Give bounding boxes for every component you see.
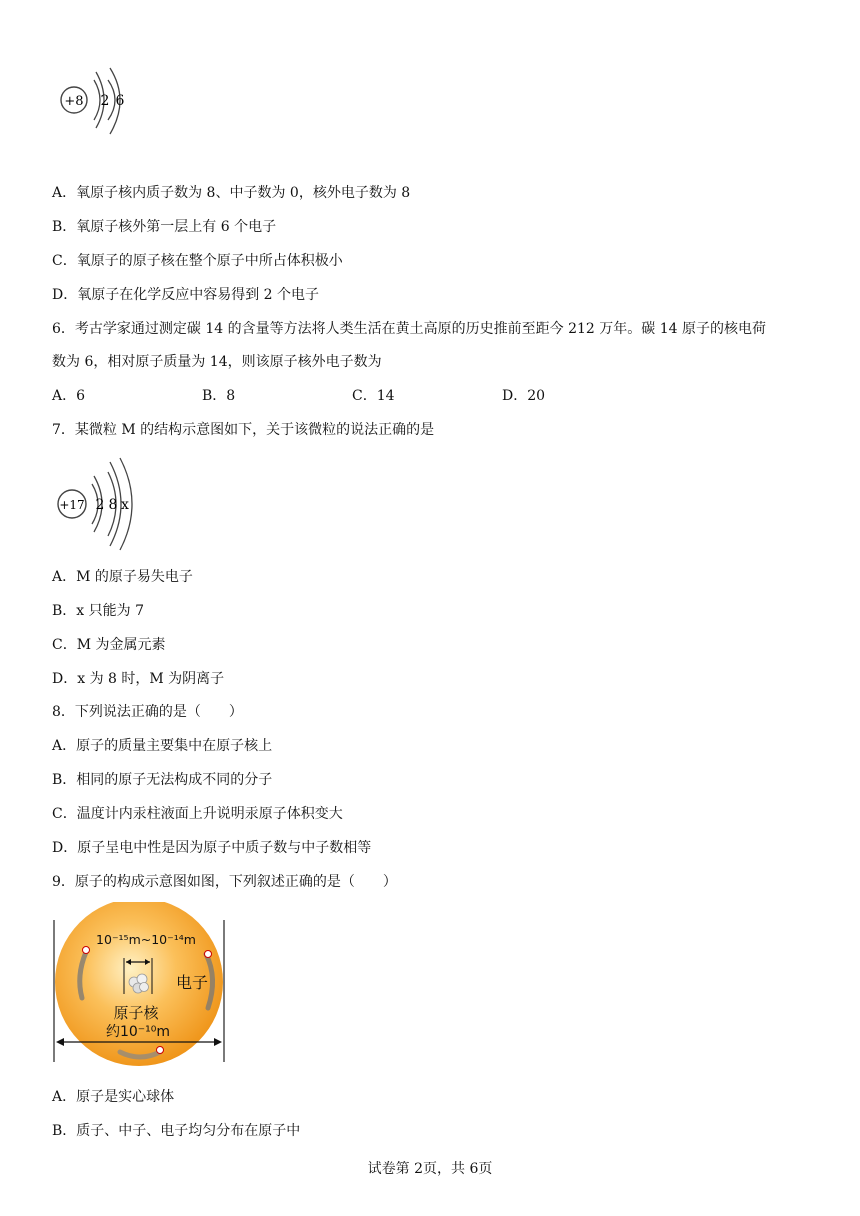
question-stem: 8．下列说法正确的是（ ） xyxy=(52,704,243,720)
question-stem: 7．某微粒 M 的结构示意图如下，关于该微粒的说法正确的是 xyxy=(52,422,435,438)
nucleus-label: 原子核 xyxy=(113,1004,159,1022)
shell-arc xyxy=(94,80,100,120)
option-text: D．氧原子在化学反应中容易得到 2 个电子 xyxy=(52,287,320,303)
electron-dot xyxy=(157,1047,164,1054)
option-text: C．氧原子的原子核在整个原子中所占体积极小 xyxy=(52,253,343,269)
question-stem: 6．考古学家通过测定碳 14 的含量等方法将人类生活在黄土高原的历史推前至距今 212 万年。碳 14 原子的核电荷 xyxy=(52,321,766,337)
option-text: B．氧原子核外第一层上有 6 个电子 xyxy=(52,219,277,235)
option-text: D．原子呈电中性是因为原子中质子数与中子数相等 xyxy=(52,840,372,856)
option-text: B．质子、中子、电子均匀分布在原子中 xyxy=(52,1123,301,1139)
option-text: B．相同的原子无法构成不同的分子 xyxy=(52,772,273,788)
shell-electrons: x xyxy=(121,497,129,513)
question-stem: 数为 6，相对原子质量为 14，则该原子核外电子数为 xyxy=(52,354,382,370)
nucleon xyxy=(140,983,149,992)
oxygen-atom-diagram xyxy=(58,62,138,138)
nucleus-charge: +8 xyxy=(64,94,84,109)
electron-dot xyxy=(205,951,212,958)
option-text: C．温度计内汞柱液面上升说明汞原子体积变大 xyxy=(52,806,343,822)
atom-structure-figure xyxy=(48,902,232,1070)
option-text: B．x 只能为 7 xyxy=(52,603,144,619)
electron-label: 电子 xyxy=(175,973,209,992)
option-text: A．氧原子核内质子数为 8、中子数为 0，核外电子数为 8 xyxy=(52,185,411,201)
option-text: A．6 xyxy=(52,388,86,404)
option-text: C．14 xyxy=(352,388,395,404)
shell-electrons: 2 xyxy=(95,497,105,513)
page-footer: 试卷第 2页，共 6页 xyxy=(367,1161,493,1177)
atom-size-label: 约10⁻¹⁰m xyxy=(105,1024,171,1040)
electron-dot xyxy=(83,947,90,954)
shell-electrons: 6 xyxy=(115,93,125,109)
option-text: A．原子是实心球体 xyxy=(52,1089,175,1105)
option-text: A．M 的原子易失电子 xyxy=(52,569,193,585)
nucleus-charge: +17 xyxy=(59,498,85,512)
option-text: B．8 xyxy=(202,388,236,404)
shell-electrons: 8 xyxy=(108,497,118,513)
option-text: A．原子的质量主要集中在原子核上 xyxy=(52,738,273,754)
particle-m-diagram xyxy=(54,452,144,552)
option-text: D．20 xyxy=(502,388,546,404)
nucleus-size-label: 10⁻¹⁵m~10⁻¹⁴m xyxy=(96,932,196,947)
option-text: C．M 为金属元素 xyxy=(52,637,166,653)
option-text: D．x 为 8 时，M 为阴离子 xyxy=(52,671,225,687)
shell-electrons: 2 xyxy=(100,93,110,109)
question-stem: 9．原子的构成示意图如图，下列叙述正确的是（ ） xyxy=(52,874,397,890)
